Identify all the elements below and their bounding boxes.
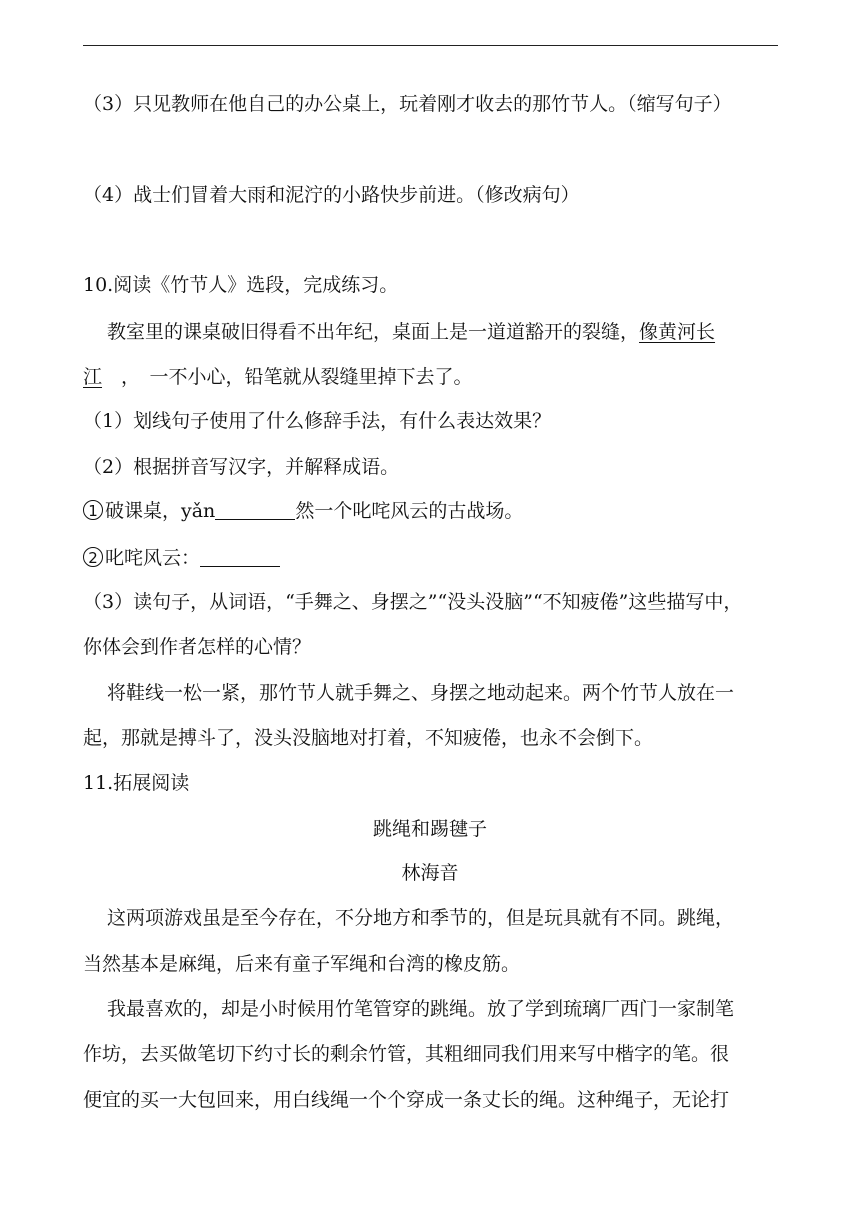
article-title: 跳绳和踢毽子 [372,818,487,840]
q10-sub3-line2: 你体会到作者怎样的心情？ [83,636,312,658]
answer-blank-1[interactable] [215,501,295,520]
circled-number-2: 2 [83,547,103,567]
q10-title: 10.阅读《竹节人》选段，完成练习。 [83,274,399,296]
circled-number-1: 1 [83,500,103,520]
p2-line1: 我最喜欢的，却是小时候用竹笔管穿的跳绳。放了学到琉璃厂西门一家制笔 [107,998,735,1020]
q10-sub2: （2）根据拼音写汉字，并解释成语。 [83,456,400,478]
p2-line2: 作坊，去买做笔切下约寸长的剩余竹管，其粗细同我们用来写中楷字的笔。很 [83,1043,730,1065]
answer-blank-2[interactable] [200,548,280,567]
q10-quote-line1: 将鞋线一松一紧，那竹节人就手舞之、身摆之地动起来。两个竹节人放在一 [107,682,735,704]
header-rule [83,45,778,46]
p1-line2: 当然基本是麻绳，后来有童子军绳和台湾的橡皮筋。 [83,953,521,975]
q10-passage-line1 [107,320,807,344]
sub2-a-text-post: 然一个叱咤风云的古战场。 [295,500,524,522]
q10-sub2-b [83,546,783,570]
underlined-sentence-part1: 像黄河长 [639,321,716,343]
q11-title: 11.拓展阅读 [83,772,190,794]
p1-line1: 这两项游戏虽是至今存在，不分地方和季节的，但是玩具就有不同。跳绳， [107,907,735,929]
q9-item3: （3）只见教师在他自己的办公桌上，玩着刚才收去的那竹节人。（缩写句子） [83,93,732,115]
q10-sub3-line1: （3）读句子，从词语，“手舞之、身摆之”“没头没脑”“不知疲倦”这些描写中， [83,591,743,613]
q10-sub2-a [83,499,783,523]
q10-passage-line2 [83,365,783,389]
p2-line3: 便宜的买一大包回来，用白线绳一个个穿成一条丈长的绳。这种绳子，无论打 [83,1089,730,1111]
passage-text: 教室里的课桌破旧得看不出年纪，桌面上是一道道豁开的裂缝， [107,321,640,343]
article-author: 林海音 [401,862,459,884]
q10-sub1: （1）划线句子使用了什么修辞手法，有什么表达效果？ [83,410,552,432]
q9-item4: （4）战士们冒着大雨和泥泞的小路快步前进。（修改病句） [83,184,580,206]
passage-text-rest: ， 一不小心，铅笔就从裂缝里掉下去了。 [102,366,473,388]
sub2-b-text: 叱咤风云： [105,547,201,569]
sub2-a-text: 破课桌，yǎn [105,500,216,522]
q10-quote-line2: 起，那就是搏斗了，没头没脑地对打着，不知疲倦，也永不会倒下。 [83,727,654,749]
underlined-sentence-part2: 江 [83,366,103,388]
